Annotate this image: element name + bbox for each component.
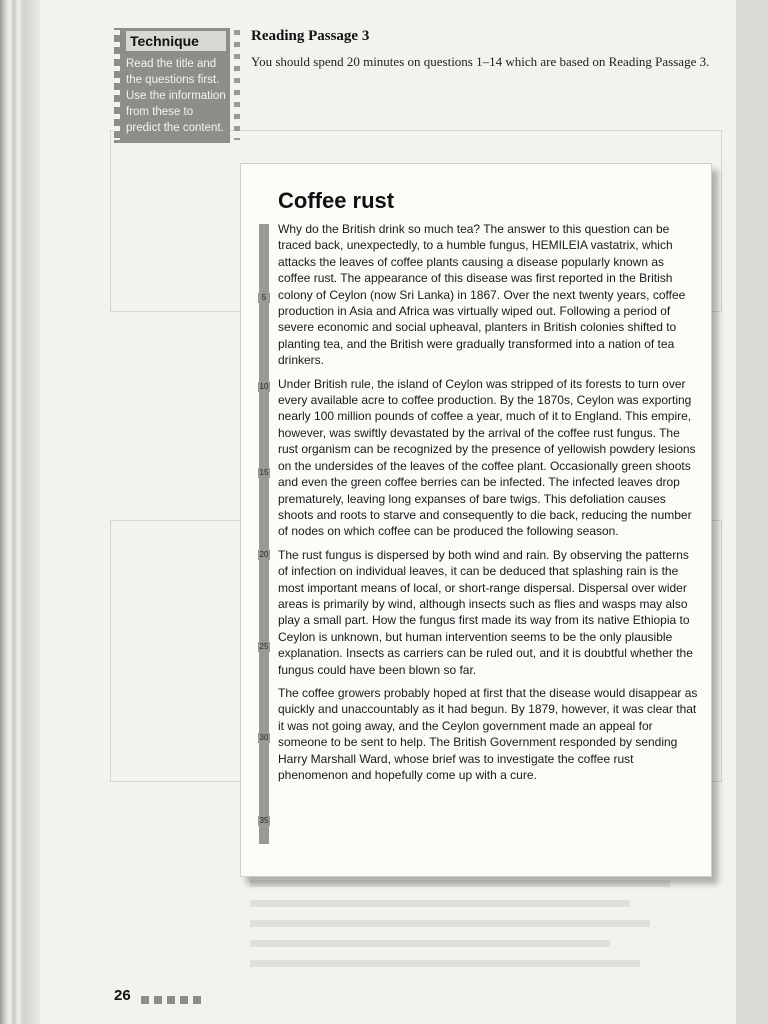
article-paragraph: Under British rule, the island of Ceylon was stripped of its forests to turn over every available acre to coffee production. By the 1870s, Ceylon was exporting nearly 100 million pounds of coffee a year, much of it to England. This empire, however, was swiftly devastated by the arrival of the coffee rust fungus. The rust organism can be recognized by the presence of yellowish powdery lesions on the undersides of the leaves of the coffee plant. Occasionally green shoots and even the green coffee berries can be infected. The infected leaves drop prematurely, leaving long expanses of bare twigs. This defoliation causes shoots and roots to starve and consequently to die back, reducing the number of nodes on which coffee can be produced the following season. xyxy=(278,376,696,539)
technique-title: Technique xyxy=(126,31,226,51)
ghost-line xyxy=(250,940,610,947)
article-paragraph: The coffee growers probably hoped at first that the disease would disappear as quickly and unaccountably as it had begun. By 1879, however, it was clear that it was not going away, and the Ceylon government made an appeal for someone to be sent to help. The British Government responded by sending Harry Marshall Ward, whose brief was to investigate the coffee rust phenomenon and hopefully come up with a cure. xyxy=(278,685,698,782)
technique-box xyxy=(114,28,230,143)
technique-line: Read the title and xyxy=(126,58,217,70)
article-paragraph: Why do the British drink so much tea? The answer to this question can be traced back, unexpectedly, to a humble fungus, HEMILEIA vastatrix, which attacks the leaves of coffee plants causing a disease popularly known as coffee rust. The appearance of this disease was first reported in the British colony of Ceylon (now Sri Lanka) in 1867. Over the next twenty years, coffee production in Asia and Africa was virtually wiped out. Following a period of severe economic and social upheaval, planters in British colonies shifted to planting tea, and the British were gradually transformed into a nation of tea drinkers. xyxy=(278,222,686,368)
technique-line: predict the content. xyxy=(126,122,224,134)
technique-line: from these to xyxy=(126,106,194,118)
page-number: 26 xyxy=(114,987,131,1004)
line-number-bar xyxy=(259,224,269,844)
article-card xyxy=(240,163,712,877)
page-edge xyxy=(736,0,768,1024)
article-paragraph: The rust fungus is dispersed by both wind and rain. By observing the patterns of infection on individual leaves, it can be deduced that splashing rain is the most important means of local, or short-range dispersal. Dispersal over wider areas is primarily by wind, although insects such as flies and wasps may also play a small part. How the fungus first made its way from its native Ethiopia to Ceylon is unknown, but human intervention seems to be the only plausible explanation. Insects as carriers can be ruled out, and it is doubtful whether the fungus could have been blown so far. xyxy=(278,547,693,677)
ghost-line xyxy=(250,900,630,907)
technique-border-dots xyxy=(234,30,240,140)
technique-border-dots xyxy=(114,30,120,140)
footer-dots xyxy=(141,991,206,1009)
ghost-line xyxy=(250,880,670,887)
passage-instructions: You should spend 20 minutes on questions 1–14 which are based on Reading Passage 3. xyxy=(251,54,710,69)
line-number: 25 xyxy=(259,642,269,651)
line-number: 10 xyxy=(259,382,269,391)
technique-line: Use the information xyxy=(126,90,226,102)
line-number: 30 xyxy=(259,733,269,742)
line-number: 15 xyxy=(259,468,269,477)
article-title: Coffee rust xyxy=(278,188,395,213)
passage-title: Reading Passage 3 xyxy=(251,28,370,44)
book-spine xyxy=(0,0,40,1024)
article-body xyxy=(278,221,698,790)
line-number: 5 xyxy=(258,293,270,303)
technique-text xyxy=(126,56,230,136)
line-number: 35 xyxy=(259,816,269,825)
ghost-line xyxy=(250,960,640,967)
ghost-line xyxy=(250,920,650,927)
technique-line: the questions first. xyxy=(126,74,220,86)
line-number: 20 xyxy=(259,550,269,559)
